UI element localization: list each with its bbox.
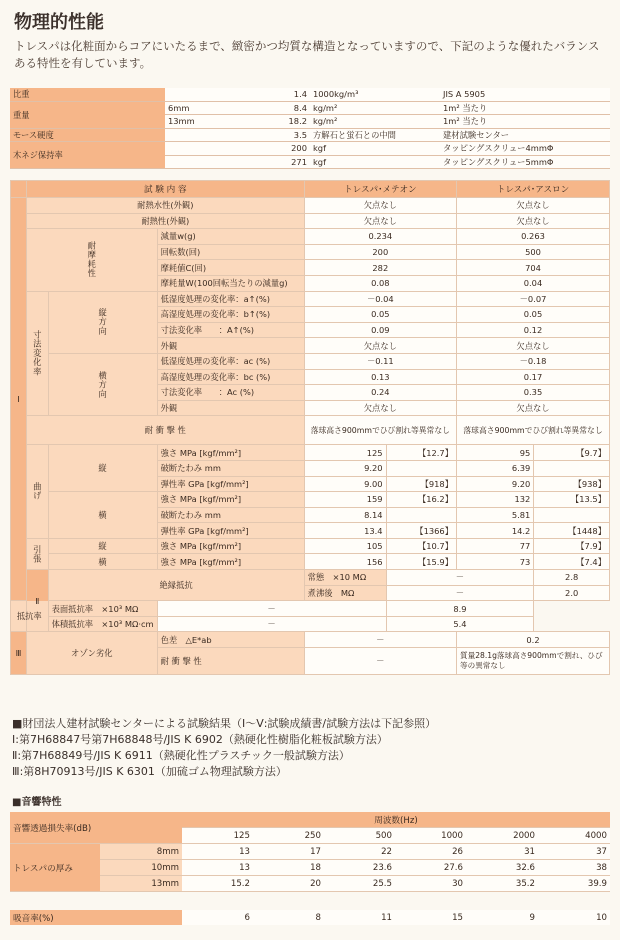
table-row: 破断たわみ mm 8.14 5.81 — [11, 507, 610, 523]
table-row: モース硬度 3.5 方解石と蛍石との中間 建材試験センター — [10, 128, 610, 142]
sound-section-title: ■音響特性 — [12, 797, 62, 808]
table-row: 吸音率(%) 6 8 11 15 9 10 — [10, 910, 610, 925]
table-row — [10, 88, 610, 101]
table-row: 横 強さ MPa [kgf/mm²] 159 【16.2】 132 【13.5】 — [11, 492, 610, 508]
section-label: Ⅱ — [26, 570, 48, 632]
unit-cell: 1000kg/m³ — [310, 88, 440, 101]
group-label: 耐摩耗性 — [26, 229, 157, 291]
table-row: 弾性率 GPa [kgf/mm²] 9.00 【918】 9.20 【938】 — [11, 476, 610, 492]
table-row: 引張 縦 強さ MPa [kgf/mm²] 105 【10.7】 77 【7.9】 — [11, 538, 610, 554]
table-row: 破断たわみ mm 9.20 6.39 — [11, 460, 610, 476]
table-row: 弾性率 GPa [kgf/mm²] 13.4 【1366】 14.2 【1448】 — [11, 523, 610, 539]
row-label: モース硬度 — [10, 128, 165, 142]
table-row: 耐 衝 撃 性 － 質量28.1g落球高さ900mmで割れ、ひび等の異常なし — [11, 648, 610, 675]
test-notes — [12, 716, 436, 780]
table-row: 耐熱性(外観) 欠点なし 欠点なし — [11, 213, 610, 229]
section-label: Ⅰ — [11, 198, 27, 601]
section-label: Ⅲ — [11, 632, 27, 675]
table-row: 横方向 低湿度処理の変化率：ac (%) －0.11 －0.18 — [11, 353, 610, 369]
table-row: Ⅱ 絶縁抵抗 常態 ×10 MΩ － 2.8 — [11, 570, 610, 586]
table-row: 摩耗量W(100回転当たりの減量g) 0.08 0.04 — [11, 275, 610, 291]
table-row: 耐摩耗性 減量w(g) 0.234 0.263 — [11, 229, 610, 245]
absorb-label: 吸音率(%) — [10, 910, 182, 925]
table-row: 寸法変化率 縦方向 低湿度処理の変化率：a↑(%) －0.04 －0.07 — [11, 291, 610, 307]
table-row: 摩耗値C(回) 282 704 — [11, 260, 610, 276]
test-results-table — [10, 180, 610, 675]
table-row: 重量 6mm 8.4 kg/m² 1m² 当たり — [10, 101, 610, 115]
table-row: 体積抵抗率 ×10³ MΩ·cm － 5.4 — [11, 616, 610, 632]
table-row: 10mm 13 18 23.6 27.6 32.6 38 — [10, 860, 610, 876]
header-b: トレスパ･アスロン — [457, 181, 610, 198]
group-label: 曲げ — [26, 445, 48, 539]
table-row: 13mm 18.2 kg/m² 1m² 当たり — [10, 115, 610, 129]
note-cell: JIS A 5905 — [440, 88, 610, 101]
table-row: 高湿度処理の変化率：b↑(%) 0.05 0.05 — [11, 307, 610, 323]
note-line: Ⅱ:第7H68849号/JIS K 6911（熱硬化性プラスチック一般試験方法） — [12, 749, 350, 762]
table-row: 回転数(回) 200 500 — [11, 244, 610, 260]
table-row: 外観 欠点なし 欠点なし — [11, 400, 610, 416]
note-line: Ⅲ:第8H70913号/JIS K 6301（加硫ゴム物理試験方法） — [12, 765, 287, 778]
table-row: トレスパの厚み 8mm 13 17 22 26 31 37 — [10, 844, 610, 860]
table-row: Ⅰ 耐熱水性(外観) 欠点なし 欠点なし — [11, 198, 610, 214]
table-row: 125 250 500 1000 2000 4000 — [10, 828, 610, 844]
table-row: Ⅲ オゾン劣化 色差 △E*ab － 0.2 — [11, 632, 610, 648]
table-row: 寸法変化率 ：Ac (%) 0.24 0.35 — [11, 385, 610, 401]
group-label: 寸法変化率 — [26, 291, 48, 416]
table-row: 13mm 15.2 20 25.5 30 35.2 39.9 — [10, 876, 610, 892]
header-item: 試 験 内 容 — [26, 181, 304, 198]
intro-text: トレスパは化粧面からコアにいたるまで、緻密かつ均質な構造となっていますので、下記のような優れたバランスある特性を有しています。 — [14, 39, 600, 70]
freq-label: 周波数(Hz) — [182, 812, 610, 828]
table-row: 寸法変化率 ：A↑(%) 0.09 0.12 — [11, 322, 610, 338]
page-title: 物理的性能 — [14, 12, 104, 33]
table-row: 木ネジ保持率 200 kgf タッピングスクリュー4mmΦ — [10, 142, 610, 156]
table-row: 抵抗率 表面抵抗率 ×10³ MΩ － 8.9 — [11, 601, 610, 617]
absorption-table — [10, 910, 610, 925]
table-row: 271 kgf タッピングスクリュー5mmΦ — [10, 155, 610, 169]
basic-properties-table — [10, 88, 610, 169]
table-row: 外観 欠点なし 欠点なし — [11, 338, 610, 354]
sound-table — [10, 812, 610, 892]
note-line: ■財団法人建材試験センターによる試験結果（Ⅰ〜Ⅴ:試験成績書/試験方法は下記参照） — [12, 717, 437, 730]
header-a: トレスパ･メテオン — [304, 181, 456, 198]
sound-label: 音響透過損失率(dB) — [10, 812, 182, 844]
thickness-label: トレスパの厚み — [10, 844, 100, 892]
table-row: 横 強さ MPa [kgf/mm²] 156 【15.9】 73 【7.4】 — [11, 554, 610, 570]
table-row: 高湿度処理の変化率：bc (%) 0.13 0.17 — [11, 369, 610, 385]
table-row: 曲げ 縦 強さ MPa [kgf/mm²] 125 【12.7】 95 【9.7】 — [11, 445, 610, 461]
row-label: 重量 — [10, 101, 165, 128]
row-label: 木ネジ保持率 — [10, 142, 165, 169]
group-label: 引張 — [26, 538, 48, 569]
table-row — [10, 812, 610, 828]
table-row: 耐 衝 撃 性 落球高さ900mmでひび割れ等異常なし 落球高さ900mmでひび割れ等異常なし — [11, 416, 610, 445]
note-line: Ⅰ:第7H68847号第7H68848号/JIS K 6902（熱硬化性樹脂化粧板試験方法） — [12, 733, 388, 746]
table-header-row — [11, 181, 610, 198]
row-label: 比重 — [10, 88, 165, 101]
value-cell: 1.4 — [210, 88, 310, 101]
table-row: 煮沸後 MΩ － 2.0 — [11, 585, 610, 601]
